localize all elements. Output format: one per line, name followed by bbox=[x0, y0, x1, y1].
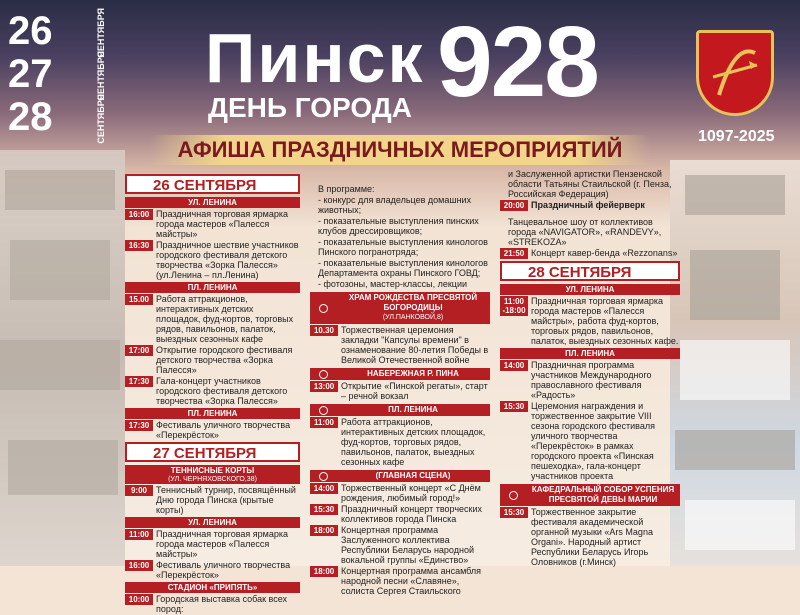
program-intro: В программе: bbox=[318, 184, 375, 194]
event-row: 17:00 Открытие городского фестиваля детского творчества «Зорка Палесся» bbox=[125, 345, 300, 375]
event-row: 11:00 Праздничная торговая ярмарка города мастеров «Палесся майстры» bbox=[125, 529, 300, 559]
location-header: ПЛ. ЛЕНИНА bbox=[125, 408, 300, 419]
event-row: 14:00 Праздничная программа участников Международного православного фестиваля «Радость» bbox=[500, 360, 680, 400]
program-item: - показательные выступления пинских клубов дрессировщиков; bbox=[318, 216, 479, 236]
event-row: 10:00 Городская выставка собак всех пород: bbox=[125, 594, 300, 614]
day-header: 28 СЕНТЯБРЯ bbox=[500, 261, 680, 281]
event-row: 17:30 Фестиваль уличного творчества «Перекрёсток» bbox=[125, 420, 300, 440]
event-row: 9:00 Теннисный турнир, посвящённый Дню города Пинска (крытые корты) bbox=[125, 485, 300, 515]
day-header: 27 СЕНТЯБРЯ bbox=[125, 442, 300, 462]
location-header: ПЛ. ЛЕНИНА bbox=[310, 404, 490, 416]
location-header: ТЕННИСНЫЕ КОРТЫ (УЛ. ЧЕРНЯХОВСКОГО,38) bbox=[125, 465, 300, 484]
event-row: 15:30 Праздничный концерт творческих коллективов города Пинска bbox=[310, 504, 490, 524]
event-row: 18:00 Концертная программа Заслуженного коллектива Республики Беларусь народной вокальной группы «Единство» bbox=[310, 525, 490, 565]
location-header: ПЛ. ЛЕНИНА bbox=[500, 348, 680, 359]
date-day-2: 27 СЕНТЯБРЯ bbox=[8, 51, 106, 101]
location-header: НАБЕРЕЖНАЯ Р. ПИНА bbox=[310, 368, 490, 380]
event-row: 15.00 Работа аттракционов, интерактивных детских площадок, фуд-кортов, торговых рядов, павильонов, палаток, выездных сезонных кафе bbox=[125, 294, 300, 344]
schedule-column-2 bbox=[310, 183, 490, 597]
program-item: - показательные выступления кинологов Пинского погранотряда; bbox=[318, 237, 488, 257]
page-title: Пинск bbox=[205, 19, 425, 97]
event-note: Танцевальное шоу от коллективов города «NAVIGATOR», «RANDEVY», «STREKOZA» bbox=[508, 217, 662, 247]
location-header: ПЛ. ЛЕНИНА bbox=[125, 282, 300, 293]
festival-dates bbox=[8, 8, 123, 144]
event-row: 18:00 Концертная программа ансамбля народной песни «Славяне», солиста Сергея Стаильского bbox=[310, 566, 490, 596]
clock-icon bbox=[319, 472, 328, 481]
coat-of-arms-icon bbox=[696, 30, 774, 116]
location-header: СТАДИОН «ПРИПЯТЬ» bbox=[125, 582, 300, 593]
location-header: УЛ. ЛЕНИНА bbox=[125, 517, 300, 528]
day-header: 26 СЕНТЯБРЯ bbox=[125, 174, 300, 194]
right-photo-collage bbox=[670, 160, 800, 566]
event-row: 16:00 Фестиваль уличного творчества «Перекрёсток» bbox=[125, 560, 300, 580]
clock-icon bbox=[319, 370, 328, 379]
event-row: 10.30 Торжественная церемония закладки "Капсулы времени" в ознаменование 80-летия Победы в Великой Отечественной войне bbox=[310, 325, 490, 365]
event-row: 13:00 Открытие «Пинской регаты», старт – речной вокзал bbox=[310, 381, 490, 401]
program-banner: АФИША ПРАЗДНИЧНЫХ МЕРОПРИЯТИЙ bbox=[150, 135, 650, 165]
page-subtitle: ДЕНЬ ГОРОДА bbox=[208, 92, 412, 123]
event-row: 20:00 Праздничный фейерверк bbox=[500, 200, 680, 211]
location-header: (ГЛАВНАЯ СЦЕНА) bbox=[310, 470, 490, 482]
left-photo-collage bbox=[0, 150, 125, 566]
years-range: 1097-2025 bbox=[698, 128, 775, 145]
anniversary-number: 928 bbox=[437, 6, 598, 118]
event-row: 17:30 Гала-концерт участников городского фестиваля детского творчества «Зорка Палесся» bbox=[125, 376, 300, 406]
schedule-column-1 bbox=[125, 172, 300, 615]
event-row: 14:00 Торжественный концерт «С Днём рождения, любимый город!» bbox=[310, 483, 490, 503]
event-continuation: и Заслуженной артистки Пензенской области Татьяны Стаильской (г. Пенза, Российская Федерация) bbox=[508, 169, 672, 199]
location-header: УЛ. ЛЕНИНА bbox=[125, 197, 300, 208]
event-row: 11:00 -18:00 Праздничная торговая ярмарка города мастеров «Палесся майстры», работа фуд-кортов, торговых рядов, павильонов, палаток, выездных сезонных кафе. bbox=[500, 296, 680, 346]
location-header: КАФЕДРАЛЬНЫЙ СОБОР УСПЕНИЯ ПРЕСВЯТОЙ ДЕВЫ МАРИИ bbox=[500, 484, 680, 506]
event-row: 15:30 Церемония награждения и торжественное закрытие VIII сезона городского фестиваля уличного творчества «Перекрёсток» в рамках городского проекта «Пинская пешеходка», гала-концерт участников проекта bbox=[500, 401, 680, 481]
clock-icon bbox=[319, 304, 328, 313]
program-item: - фотозоны, мастер-классы, лекции bbox=[318, 279, 467, 289]
schedule-column-3 bbox=[500, 168, 680, 568]
date-day-3: 28 СЕНТЯБРЯ bbox=[8, 94, 106, 144]
event-row: 11:00 Работа аттракционов, интерактивных детских площадок, фуд-кортов, торговых рядов, павильонов, палаток, выездных сезонных кафе bbox=[310, 417, 490, 467]
clock-icon bbox=[319, 406, 328, 415]
location-header: УЛ. ЛЕНИНА bbox=[500, 284, 680, 295]
location-header: ХРАМ РОЖДЕСТВА ПРЕСВЯТОЙ БОГОРОДИЦЫ (УЛ.ПАНКОВОЙ,8) bbox=[310, 292, 490, 324]
program-item: - показательные выступления кинологов Департамента охраны Пинского ГОВД; bbox=[318, 258, 488, 278]
event-row: 15:30 Торжественное закрытие фестиваля академической органной музыки «Ars Magna Organi». Народный артист Республики Беларусь Игорь Оловников (г.Минск) bbox=[500, 507, 680, 567]
date-day-1: 26 СЕНТЯБРЯ bbox=[8, 8, 106, 58]
clock-icon bbox=[509, 491, 518, 500]
event-row: 16:30 Праздничное шествие участников городского фестиваля детского творчества «Зорка Палесся» (ул.Ленина – пл.Ленина) bbox=[125, 240, 300, 280]
program-item: - конкурс для владельцев домашних животных; bbox=[318, 195, 472, 215]
event-row: 16:00 Праздничная торговая ярмарка города мастеров «Палесся майстры» bbox=[125, 209, 300, 239]
event-row: 21:50 Концерт кавер-бенда «Rezzonans» bbox=[500, 248, 680, 259]
